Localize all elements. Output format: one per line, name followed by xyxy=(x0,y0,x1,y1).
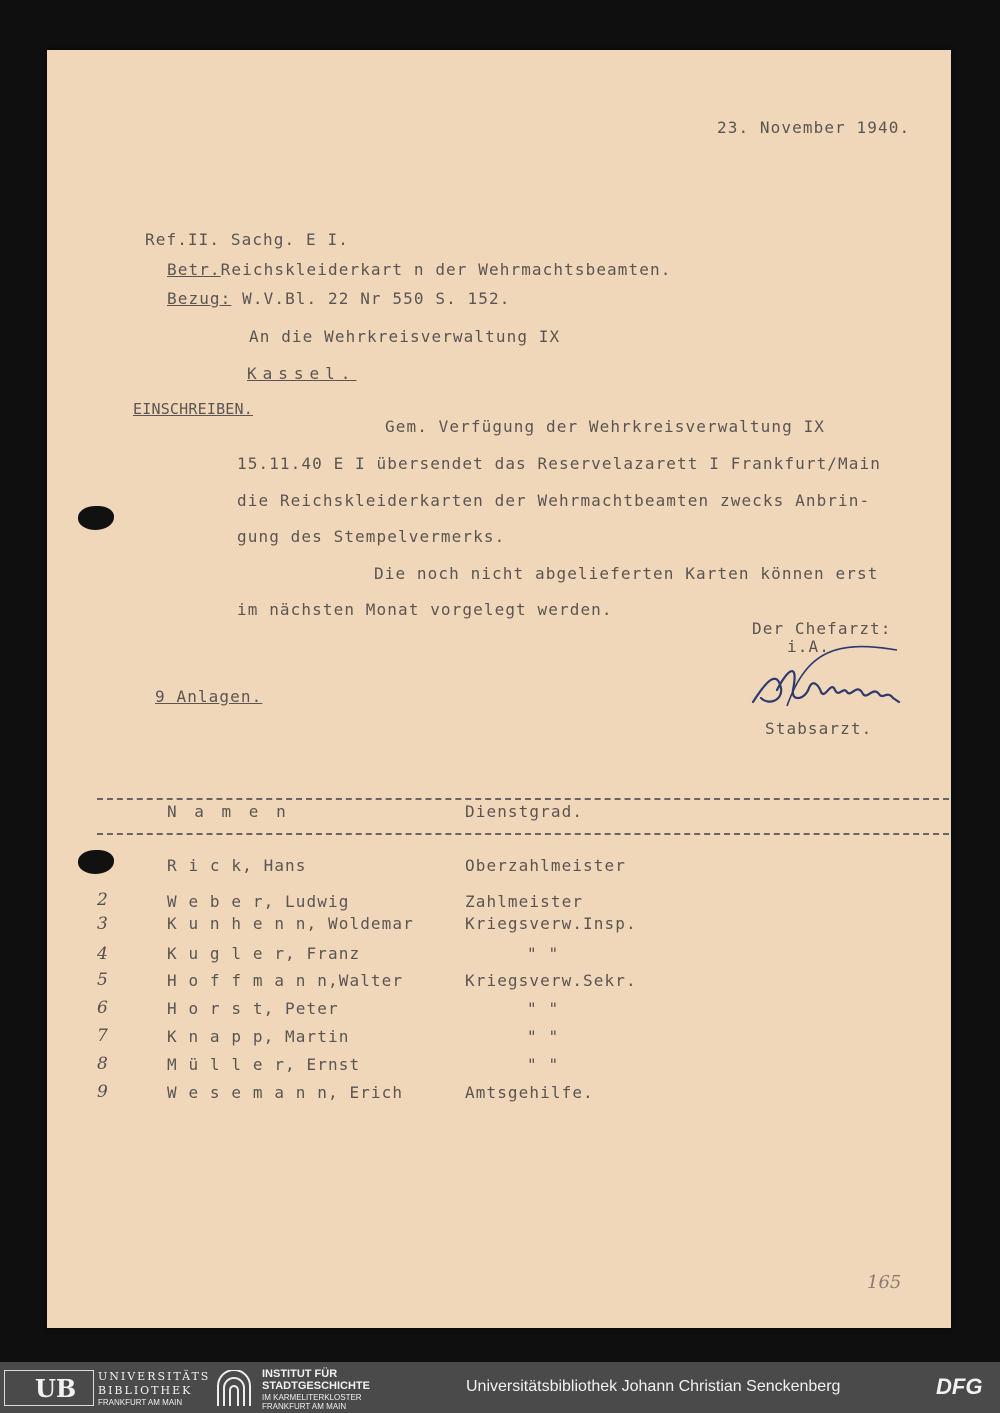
table-row-rank: Kriegsverw.Insp. xyxy=(465,914,637,933)
subject-text: Reichskleiderkart n der Wehrmachtsbeamten. xyxy=(220,260,672,279)
table-row-number: 2 xyxy=(97,890,108,910)
archive-folio-number: 165 xyxy=(867,1272,902,1293)
table-row-rank: Zahlmeister xyxy=(465,892,584,911)
ub-logo-line3: FRANKFURT AM MAIN xyxy=(98,1398,183,1407)
table-row-name: K n a p p, Martin xyxy=(167,1027,350,1046)
table-header-rule xyxy=(97,833,949,835)
letter-date: 23. November 1940. xyxy=(717,118,911,137)
reference-line: Ref.II. Sachg. E I. xyxy=(145,230,349,249)
footer-bar xyxy=(0,1362,1000,1413)
table-row-rank: " " xyxy=(527,999,560,1018)
body-line-6: im nächsten Monat vorgelegt werden. xyxy=(237,600,613,619)
table-row-name: R i c k, Hans xyxy=(167,856,307,875)
subject-label: Betr. xyxy=(167,260,221,279)
enclosures-note: 9 Anlagen. xyxy=(155,687,263,706)
body-line-3: die Reichskleiderkarten der Wehrmachtbeamten zwecks Anbrin- xyxy=(237,491,871,510)
table-row-rank: Amtsgehilfe. xyxy=(465,1083,594,1102)
table-row-name: K u n h e n n, Woldemar xyxy=(167,914,414,933)
table-row-number: 3 xyxy=(97,914,108,934)
table-row-rank: Kriegsverw.Sekr. xyxy=(465,971,637,990)
table-row-name: W e b e r, Ludwig xyxy=(167,892,350,911)
table-row-name: M ü l l e r, Ernst xyxy=(167,1055,361,1074)
body-line-1: Gem. Verfügung der Wehrkreisverwaltung IX xyxy=(385,417,826,436)
handwritten-signature xyxy=(747,640,947,720)
ub-logo-line1: UNIVERSITÄTS xyxy=(98,1370,211,1383)
signoff-ia: i.A. xyxy=(787,637,830,656)
body-line-5: Die noch nicht abgelieferten Karten können erst xyxy=(374,564,879,583)
letter-page xyxy=(47,50,951,1328)
table-row-rank: Oberzahlmeister xyxy=(465,856,626,875)
table-row-name: H o f f m a n n,Walter xyxy=(167,971,404,990)
column-header-rank: Dienstgrad. xyxy=(465,802,584,821)
table-row-number: 9 xyxy=(97,1082,108,1102)
library-name: Universitätsbibliothek Johann Christian Senckenberg xyxy=(466,1378,841,1395)
signoff-line: Der Chefarzt: xyxy=(752,619,892,638)
table-row-number: 8 xyxy=(97,1054,108,1074)
isg-line4: FRANKFURT AM MAIN xyxy=(262,1402,347,1411)
table-row-name: H o r s t, Peter xyxy=(167,999,339,1018)
table-row-number: 4 xyxy=(97,944,108,964)
signature-title: Stabsarzt. xyxy=(765,719,873,738)
ub-logo-mark: UB xyxy=(4,1370,94,1406)
isg-line1: INSTITUT FÜR xyxy=(262,1368,338,1380)
isg-line3: IM KARMELITERKLOSTER xyxy=(262,1393,362,1402)
table-row-rank: " " xyxy=(527,944,560,963)
recipient-line: An die Wehrkreisverwaltung IX xyxy=(249,327,561,346)
table-row-rank: " " xyxy=(527,1055,560,1074)
body-line-4: gung des Stempelvermerks. xyxy=(237,527,506,546)
isg-line2: STADTGESCHICHTE xyxy=(262,1380,370,1392)
reference-bezug-line xyxy=(167,289,510,308)
table-row-number: 7 xyxy=(97,1026,108,1046)
dfg-logo: DFG xyxy=(936,1374,983,1399)
recipient-city: Kassel. xyxy=(247,364,357,383)
table-row-rank: " " xyxy=(527,1027,560,1046)
bezug-text: W.V.Bl. 22 Nr 550 S. 152. xyxy=(242,289,511,308)
table-row-number: 5 xyxy=(97,970,108,990)
ub-logo-line2: BIBLIOTHEK xyxy=(98,1384,193,1397)
isg-arch-icon xyxy=(214,1370,254,1408)
table-top-rule xyxy=(97,798,949,800)
registered-mail-note: EINSCHREIBEN. xyxy=(133,400,253,418)
table-row-number: 6 xyxy=(97,998,108,1018)
table-row-name: W e s e m a n n, Erich xyxy=(167,1083,404,1102)
table-row-name: K u g l e r, Franz xyxy=(167,944,361,963)
body-line-2: 15.11.40 E I übersendet das Reservelazarett I Frankfurt/Main xyxy=(237,454,881,473)
subject-line xyxy=(167,260,671,279)
column-header-names: N a m e n xyxy=(167,802,290,821)
bezug-label: Bezug: xyxy=(167,289,232,308)
